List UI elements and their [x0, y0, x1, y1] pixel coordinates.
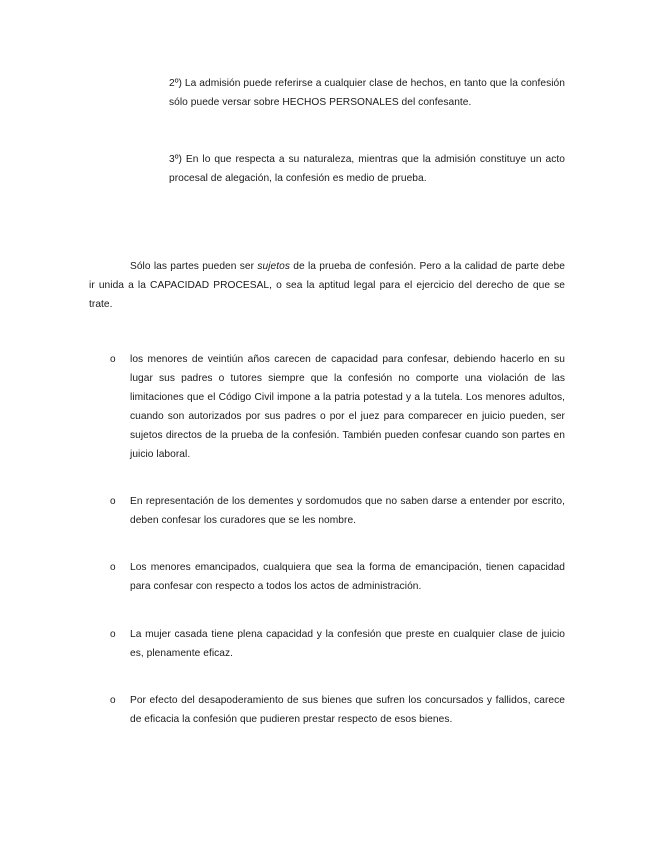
intro-text-after: de la prueba de confesión. Pero a la calidad de parte debe ir unida a la CAPACIDAD PROCESAL, o sea la aptitud legal para el ejercicio del derecho de que se trate.: [89, 261, 565, 310]
bullet-marker: o: [110, 354, 116, 365]
paragraph-point-2: [169, 74, 565, 112]
point-3-label: 3º): [169, 154, 182, 165]
point-3-text: En lo que respecta a su naturaleza, mientras que la admisión constituye un acto procesal de alegación, la confesión es medio de prueba.: [169, 154, 565, 184]
point-2-text: La admisión puede referirse a cualquier clase de hechos, en tanto que la confesión sólo puede versar sobre HECHOS PERSONALES del confesante.: [169, 78, 565, 108]
bullet-marker: o: [110, 562, 116, 573]
list-item-text: los menores de veintiún años carecen de capacidad para confesar, debiendo hacerlo en su lugar sus padres o tutores siempre que la confesión no comporte una violación de las limitaciones que el Código Civil impone a la patria potestad y a la tutela. Los menores adultos, cuando son autorizados por sus padres o por el juez para comparecer en juicio pueden, ser sujetos directos de la prueba de la confesión. También pueden confesar cuando son partes en juicio laboral.: [130, 354, 565, 460]
intro-italic-term: sujetos: [257, 261, 290, 272]
point-2-label: 2º): [169, 78, 182, 89]
bullet-marker: o: [110, 695, 116, 706]
bullet-marker: o: [110, 496, 116, 507]
bullet-marker: o: [110, 629, 116, 640]
list-item-text: Por efecto del desapoderamiento de sus bienes que sufren los concursados y fallidos, carece de eficacia la confesión que pudieren prestar respecto de esos bienes.: [130, 695, 565, 725]
list-item-text: La mujer casada tiene plena capacidad y la confesión que preste en cualquier clase de juicio es, plenamente eficaz.: [130, 629, 565, 659]
list-item-text: Los menores emancipados, cualquiera que sea la forma de emancipación, tienen capacidad para confesar con respecto a todos los actos de administración.: [130, 562, 565, 592]
list-item-text: En representación de los dementes y sordomudos que no saben darse a entender por escrito, deben confesar los curadores que se les nombre.: [130, 496, 565, 526]
paragraph-intro: [89, 257, 565, 314]
intro-text-before: Sólo las partes pueden ser: [130, 261, 258, 272]
paragraph-point-3: [169, 150, 565, 188]
